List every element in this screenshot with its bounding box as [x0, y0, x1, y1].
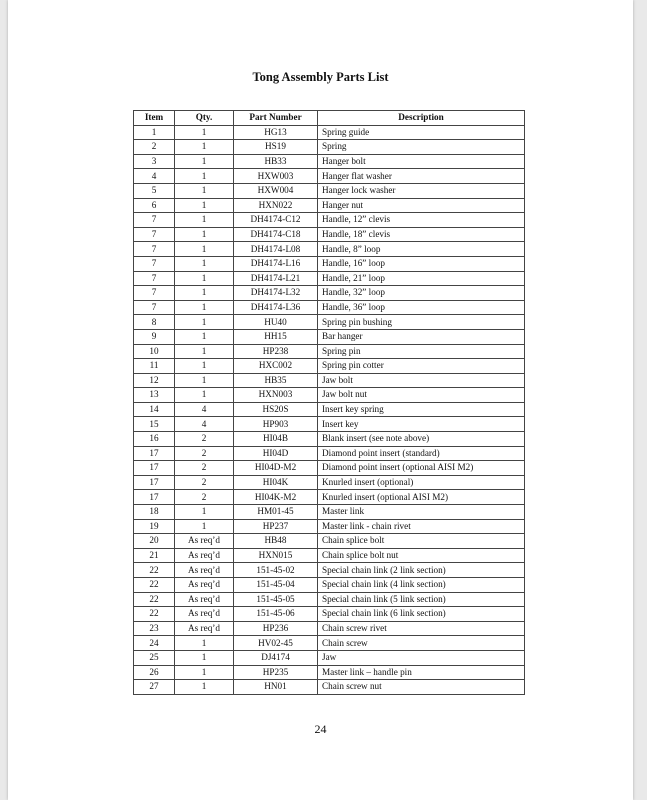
table-row	[134, 592, 525, 607]
table-row	[134, 417, 525, 432]
cell-item: 6	[134, 198, 175, 213]
cell-part-number: HXN022	[234, 198, 318, 213]
parts-table	[133, 110, 525, 695]
cell-qty: 1	[175, 140, 234, 155]
cell-qty: 1	[175, 359, 234, 374]
table-row	[134, 300, 525, 315]
cell-part-number: HS19	[234, 140, 318, 155]
cell-part-number: HP236	[234, 621, 318, 636]
cell-part-number: 151-45-05	[234, 592, 318, 607]
cell-item: 7	[134, 242, 175, 257]
cell-qty: 1	[175, 213, 234, 228]
table-row	[134, 154, 525, 169]
cell-part-number: HI04D-M2	[234, 461, 318, 476]
cell-item: 3	[134, 154, 175, 169]
cell-part-number: DH4174-L36	[234, 300, 318, 315]
cell-item: 22	[134, 578, 175, 593]
cell-qty: 2	[175, 490, 234, 505]
cell-description: Spring	[318, 140, 525, 155]
table-row	[134, 256, 525, 271]
table-row	[134, 169, 525, 184]
column-header-part-number: Part Number	[234, 111, 318, 126]
table-row	[134, 578, 525, 593]
cell-qty: 1	[175, 227, 234, 242]
cell-description: Jaw bolt	[318, 373, 525, 388]
column-header-item: Item	[134, 111, 175, 126]
cell-description: Master link – handle pin	[318, 665, 525, 680]
cell-qty: 1	[175, 198, 234, 213]
column-header-qty: Qty.	[175, 111, 234, 126]
cell-item: 18	[134, 505, 175, 520]
cell-part-number: HXW004	[234, 183, 318, 198]
cell-description: Insert key	[318, 417, 525, 432]
cell-part-number: DH4174-L21	[234, 271, 318, 286]
cell-qty: As req’d	[175, 563, 234, 578]
cell-qty: 1	[175, 154, 234, 169]
table-row	[134, 490, 525, 505]
table-row	[134, 125, 525, 140]
cell-item: 25	[134, 650, 175, 665]
cell-part-number: DH4174-C12	[234, 213, 318, 228]
cell-item: 2	[134, 140, 175, 155]
cell-qty: 2	[175, 432, 234, 447]
cell-qty: 1	[175, 329, 234, 344]
cell-item: 14	[134, 402, 175, 417]
cell-part-number: HH15	[234, 329, 318, 344]
cell-description: Jaw bolt nut	[318, 388, 525, 403]
cell-description: Spring guide	[318, 125, 525, 140]
table-row	[134, 607, 525, 622]
table-row	[134, 475, 525, 490]
cell-description: Diamond point insert (optional AISI M2)	[318, 461, 525, 476]
table-row	[134, 621, 525, 636]
page-title: Tong Assembly Parts List	[252, 70, 389, 84]
cell-item: 22	[134, 563, 175, 578]
cell-qty: As req’d	[175, 621, 234, 636]
cell-item: 9	[134, 329, 175, 344]
cell-qty: 1	[175, 519, 234, 534]
cell-description: Master link	[318, 505, 525, 520]
table-row	[134, 329, 525, 344]
table-row	[134, 650, 525, 665]
cell-part-number: HP237	[234, 519, 318, 534]
cell-description: Spring pin cotter	[318, 359, 525, 374]
cell-part-number: HI04K	[234, 475, 318, 490]
cell-item: 1	[134, 125, 175, 140]
cell-description: Chain splice bolt nut	[318, 548, 525, 563]
cell-description: Spring pin bushing	[318, 315, 525, 330]
cell-qty: 1	[175, 315, 234, 330]
cell-item: 19	[134, 519, 175, 534]
cell-description: Special chain link (6 link section)	[318, 607, 525, 622]
cell-description: Handle, 16” loop	[318, 256, 525, 271]
cell-item: 8	[134, 315, 175, 330]
cell-description: Diamond point insert (standard)	[318, 446, 525, 461]
cell-description: Master link - chain rivet	[318, 519, 525, 534]
cell-part-number: DH4174-L08	[234, 242, 318, 257]
cell-part-number: HS20S	[234, 402, 318, 417]
cell-qty: 1	[175, 256, 234, 271]
cell-qty: 1	[175, 242, 234, 257]
cell-item: 13	[134, 388, 175, 403]
cell-item: 11	[134, 359, 175, 374]
cell-item: 5	[134, 183, 175, 198]
page-number: 24	[314, 722, 327, 736]
cell-item: 7	[134, 271, 175, 286]
cell-description: Hanger bolt	[318, 154, 525, 169]
table-row	[134, 388, 525, 403]
cell-part-number: HI04B	[234, 432, 318, 447]
cell-item: 4	[134, 169, 175, 184]
cell-qty: 1	[175, 373, 234, 388]
cell-part-number: HV02-45	[234, 636, 318, 651]
document-page	[8, 0, 633, 800]
cell-part-number: HB33	[234, 154, 318, 169]
cell-item: 7	[134, 256, 175, 271]
cell-description: Insert key spring	[318, 402, 525, 417]
cell-item: 24	[134, 636, 175, 651]
table-row	[134, 665, 525, 680]
cell-qty: 1	[175, 636, 234, 651]
cell-item: 23	[134, 621, 175, 636]
cell-part-number: HXN015	[234, 548, 318, 563]
cell-description: Handle, 12” clevis	[318, 213, 525, 228]
parts-table-body	[134, 125, 525, 694]
table-header-row	[134, 111, 525, 126]
cell-part-number: HN01	[234, 680, 318, 695]
cell-qty: 4	[175, 402, 234, 417]
table-row	[134, 680, 525, 695]
cell-description: Chain splice bolt	[318, 534, 525, 549]
cell-item: 16	[134, 432, 175, 447]
cell-description: Chain screw	[318, 636, 525, 651]
cell-item: 15	[134, 417, 175, 432]
cell-part-number: DJ4174	[234, 650, 318, 665]
cell-qty: 1	[175, 169, 234, 184]
cell-qty: 1	[175, 300, 234, 315]
cell-qty: As req’d	[175, 548, 234, 563]
table-row	[134, 227, 525, 242]
cell-description: Knurled insert (optional AISI M2)	[318, 490, 525, 505]
cell-qty: 1	[175, 344, 234, 359]
cell-description: Chain screw nut	[318, 680, 525, 695]
table-row	[134, 271, 525, 286]
cell-description: Chain screw rivet	[318, 621, 525, 636]
cell-part-number: HI04K-M2	[234, 490, 318, 505]
table-row	[134, 636, 525, 651]
cell-item: 20	[134, 534, 175, 549]
table-row	[134, 242, 525, 257]
table-row	[134, 446, 525, 461]
cell-part-number: DH4174-C18	[234, 227, 318, 242]
cell-part-number: 151-45-06	[234, 607, 318, 622]
cell-description: Knurled insert (optional)	[318, 475, 525, 490]
cell-part-number: 151-45-02	[234, 563, 318, 578]
cell-part-number: HXC002	[234, 359, 318, 374]
table-row	[134, 213, 525, 228]
cell-description: Hanger nut	[318, 198, 525, 213]
cell-qty: 4	[175, 417, 234, 432]
column-header-description: Description	[318, 111, 525, 126]
table-row	[134, 140, 525, 155]
cell-qty: As req’d	[175, 578, 234, 593]
cell-part-number: HI04D	[234, 446, 318, 461]
cell-description: Hanger flat washer	[318, 169, 525, 184]
cell-qty: 1	[175, 665, 234, 680]
cell-qty: As req’d	[175, 592, 234, 607]
cell-item: 7	[134, 227, 175, 242]
cell-qty: 1	[175, 680, 234, 695]
table-row	[134, 344, 525, 359]
table-row	[134, 432, 525, 447]
cell-qty: 2	[175, 475, 234, 490]
cell-item: 7	[134, 286, 175, 301]
cell-description: Blank insert (see note above)	[318, 432, 525, 447]
table-row	[134, 563, 525, 578]
table-row	[134, 505, 525, 520]
cell-description: Special chain link (2 link section)	[318, 563, 525, 578]
cell-description: Jaw	[318, 650, 525, 665]
cell-qty: As req’d	[175, 534, 234, 549]
cell-qty: 1	[175, 125, 234, 140]
cell-part-number: HP238	[234, 344, 318, 359]
cell-part-number: DH4174-L32	[234, 286, 318, 301]
cell-part-number: HG13	[234, 125, 318, 140]
cell-item: 22	[134, 592, 175, 607]
table-row	[134, 373, 525, 388]
cell-part-number: HXN003	[234, 388, 318, 403]
table-row	[134, 315, 525, 330]
cell-item: 7	[134, 300, 175, 315]
cell-part-number: HM01-45	[234, 505, 318, 520]
cell-description: Handle, 21” loop	[318, 271, 525, 286]
cell-description: Special chain link (4 link section)	[318, 578, 525, 593]
cell-part-number: HXW003	[234, 169, 318, 184]
cell-description: Handle, 18” clevis	[318, 227, 525, 242]
cell-part-number: HP903	[234, 417, 318, 432]
cell-part-number: 151-45-04	[234, 578, 318, 593]
cell-qty: 1	[175, 286, 234, 301]
cell-item: 17	[134, 446, 175, 461]
table-row	[134, 461, 525, 476]
cell-item: 12	[134, 373, 175, 388]
cell-qty: 1	[175, 650, 234, 665]
table-row	[134, 519, 525, 534]
table-row	[134, 534, 525, 549]
cell-item: 27	[134, 680, 175, 695]
cell-qty: 2	[175, 461, 234, 476]
cell-qty: 1	[175, 388, 234, 403]
cell-part-number: DH4174-L16	[234, 256, 318, 271]
cell-description: Bar hanger	[318, 329, 525, 344]
cell-description: Handle, 8” loop	[318, 242, 525, 257]
cell-description: Spring pin	[318, 344, 525, 359]
table-row	[134, 402, 525, 417]
cell-qty: 1	[175, 183, 234, 198]
cell-description: Hanger lock washer	[318, 183, 525, 198]
cell-item: 10	[134, 344, 175, 359]
cell-part-number: HB35	[234, 373, 318, 388]
cell-item: 17	[134, 475, 175, 490]
cell-item: 7	[134, 213, 175, 228]
cell-description: Handle, 36” loop	[318, 300, 525, 315]
cell-part-number: HB48	[234, 534, 318, 549]
table-row	[134, 286, 525, 301]
table-row	[134, 183, 525, 198]
table-row	[134, 548, 525, 563]
table-row	[134, 359, 525, 374]
cell-part-number: HU40	[234, 315, 318, 330]
cell-qty: As req’d	[175, 607, 234, 622]
cell-qty: 1	[175, 505, 234, 520]
cell-part-number: HP235	[234, 665, 318, 680]
cell-item: 26	[134, 665, 175, 680]
cell-description: Special chain link (5 link section)	[318, 592, 525, 607]
cell-description: Handle, 32” loop	[318, 286, 525, 301]
table-row	[134, 198, 525, 213]
cell-item: 17	[134, 490, 175, 505]
cell-item: 17	[134, 461, 175, 476]
cell-item: 21	[134, 548, 175, 563]
cell-item: 22	[134, 607, 175, 622]
cell-qty: 2	[175, 446, 234, 461]
cell-qty: 1	[175, 271, 234, 286]
